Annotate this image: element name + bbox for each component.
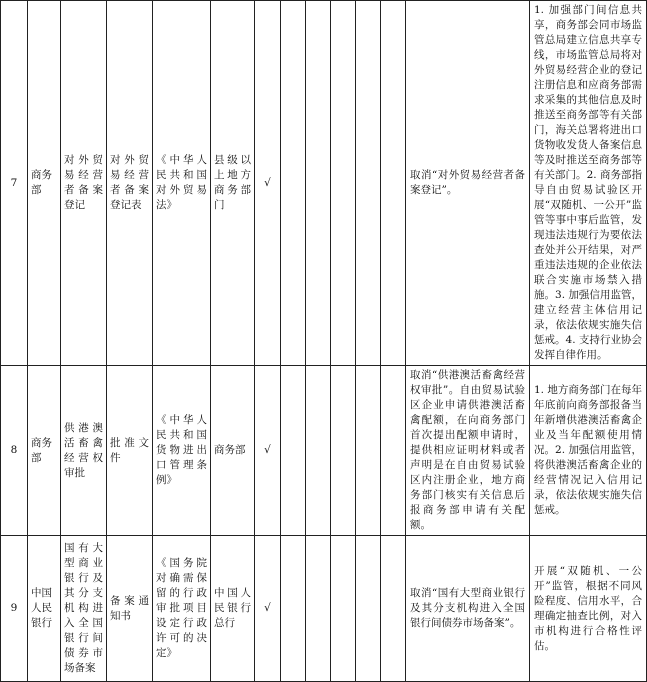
empty-cell xyxy=(306,366,331,536)
supervision-measures: 开展“双随机、一公开”监管，根据不同风险程度、信用水平，合理确定抽查比例，对入市机构进行合格性评估。 xyxy=(530,536,647,682)
item-name: 对外贸易经营者备案登记 xyxy=(61,1,107,366)
empty-cell xyxy=(281,1,306,366)
check-mark: √ xyxy=(255,366,281,536)
check-mark: √ xyxy=(255,536,281,682)
department: 中国人民银行 xyxy=(28,536,61,682)
approving-authority: 商务部 xyxy=(211,366,255,536)
reform-method: 取消“对外贸易经营者备案登记”。 xyxy=(406,1,530,366)
empty-cell xyxy=(281,366,306,536)
legal-basis: 《中华人民共和国货物进出口管理条例》 xyxy=(153,366,211,536)
reform-method: 取消“国有大型商业银行及其分支机构进入全国银行间债券市场备案”。 xyxy=(406,536,530,682)
row-number: 7 xyxy=(1,1,28,366)
legal-basis: 《中华人民共和国对外贸易法》 xyxy=(153,1,211,366)
empty-cell xyxy=(356,536,381,682)
supervision-measures: 1. 加强部门间信息共享，商务部会同市场监管总局建立信息共享专线，市场监管总局将对外贸易经营企业的登记注册信息和应商务部需求采集的其他信息及时推送至商务部等有关部门，海关总署将进出口货物收发货人备案信息等及时推送至商务部等有关部门。2. 商务部指导自由贸易试验区开展“双随机、一公开”监管等事中事后监管，发现违法违规行为要依法查处并公开结果，对严重违法违规的企业依法联合实施市场禁入措施。3. 加强信用监管，建立经营主体信用记录，依法依规实施失信惩戒。4. 支持行业协会发挥自律作用。 xyxy=(530,1,647,366)
department: 商务部 xyxy=(28,1,61,366)
table-row xyxy=(1,366,647,536)
department: 商务部 xyxy=(28,366,61,536)
empty-cell xyxy=(381,1,406,366)
permit-document: 对外贸易经营者备案登记表 xyxy=(107,1,153,366)
legal-basis: 《国务院对确需保留的行政审批项目设定行政许可的决定》 xyxy=(153,536,211,682)
empty-cell xyxy=(306,536,331,682)
reform-method: 取消“供港澳活畜禽经营权审批”。自由贸易试验区企业申请供港澳活畜禽配额，在向商务部门首次提出配额申请时，提供相应证明材料或者声明是在自由贸易试验区内注册企业，地方商务部门核实有关信息后报商务部申请有关配额。 xyxy=(406,366,530,536)
approving-authority: 县级以上地方商务部门 xyxy=(211,1,255,366)
row-number: 9 xyxy=(1,536,28,682)
empty-cell xyxy=(356,1,381,366)
check-mark: √ xyxy=(255,1,281,366)
empty-cell xyxy=(381,536,406,682)
item-name: 国有大型商业银行及其分支机构进入全国银行间债券市场备案 xyxy=(61,536,107,682)
permit-document: 批准文件 xyxy=(107,366,153,536)
permit-document: 备案通知书 xyxy=(107,536,153,682)
empty-cell xyxy=(356,366,381,536)
table-row xyxy=(1,536,647,682)
empty-cell xyxy=(331,366,356,536)
supervision-measures: 1. 地方商务部门在每年年底前向商务部报备当年新增供港澳活畜禽企业及当年配额使用情况。2. 加强信用监管，将供港澳活畜禽企业的经营情况记入信用记录，依法依规实施失信惩戒。 xyxy=(530,366,647,536)
empty-cell xyxy=(331,1,356,366)
approving-authority: 中国人民银行总行 xyxy=(211,536,255,682)
empty-cell xyxy=(281,536,306,682)
empty-cell xyxy=(331,536,356,682)
empty-cell xyxy=(381,366,406,536)
table-row xyxy=(1,1,647,366)
empty-cell xyxy=(306,1,331,366)
item-name: 供港澳活畜禽经营权审批 xyxy=(61,366,107,536)
row-number: 8 xyxy=(1,366,28,536)
